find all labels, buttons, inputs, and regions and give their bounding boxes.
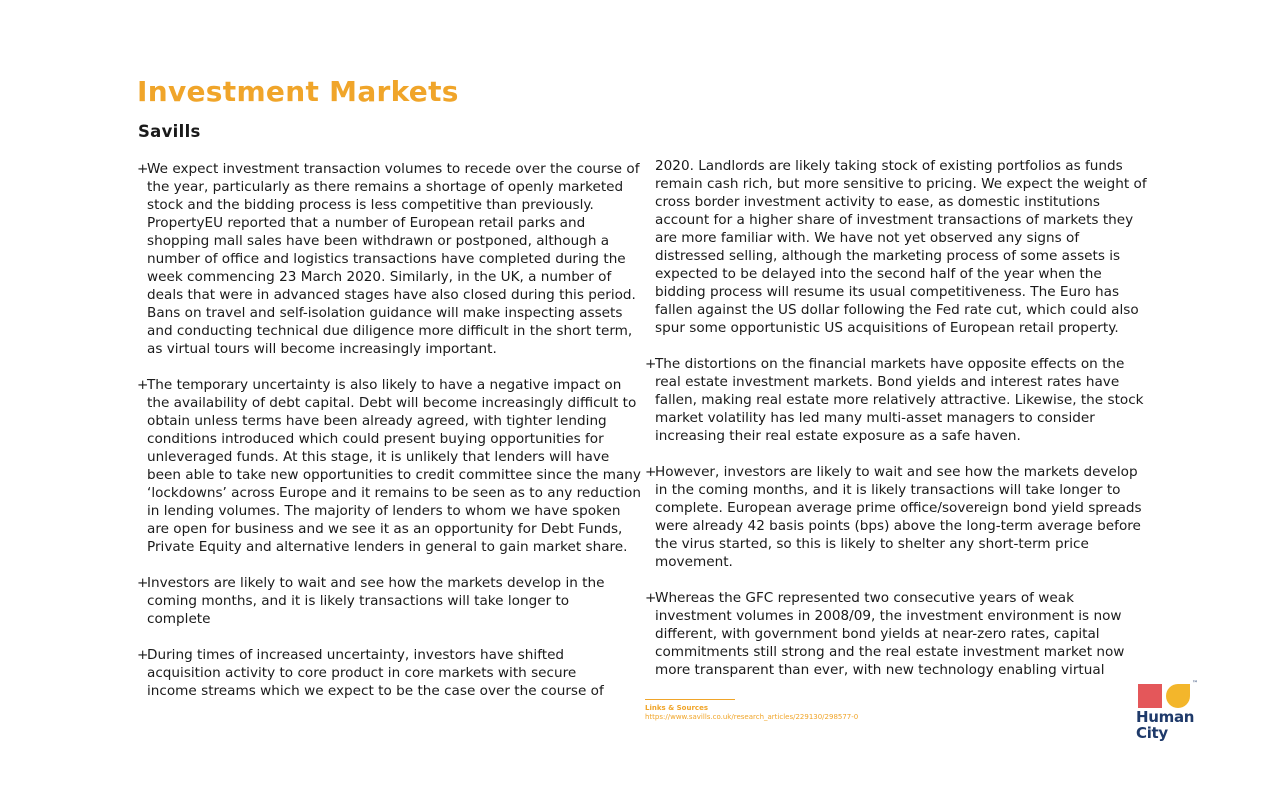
- paragraph-text: Investors are likely to wait and see how the markets develop in the coming months, and it is likely transactions will take longer to complete: [147, 575, 605, 627]
- plus-bullet-icon: +: [137, 647, 149, 663]
- logo-line-city: City: [1136, 724, 1168, 742]
- paragraph-text: The temporary uncertainty is also likely to have a negative impact on the availability of debt capital. Debt will become increasingly difficult to obtain unless terms have been already agreed, with tighter lending conditions introduced which could present buying opportunities for unleveraged funds. At this stage, it is unlikely that lenders will have been able to take new opportunities to credit committee since the many ‘lockdowns’ across Europe and it remains to be seen as to any reduction in lending volumes. The majority of lenders to whom we have spoken are open for business and we see it as an opportunity for Debt Funds, Private Equity and alternative lenders in general to gain market share.: [147, 377, 641, 555]
- paragraph: [645, 157, 1150, 337]
- paragraph: [645, 355, 1150, 445]
- links-sources-label: Links & Sources: [645, 704, 708, 712]
- logo-yellow-leaf-icon: [1166, 684, 1190, 708]
- right-text-column: [645, 157, 1150, 697]
- paragraph: [645, 589, 1145, 679]
- paragraph: [137, 574, 617, 628]
- paragraph-text: However, investors are likely to wait and see how the markets develop in the coming months, and it is likely transactions will take longer to complete. European average prime office/sovereign bond yield spreads were already 42 basis points (bps) above the long-term average before the virus started, so this is likely to shelter any short-term price movement.: [655, 464, 1142, 570]
- page-title: Investment Markets: [137, 75, 459, 108]
- source-subtitle: Savills: [138, 122, 201, 141]
- left-text-column: [137, 160, 642, 718]
- paragraph: [645, 463, 1150, 571]
- plus-bullet-icon: +: [645, 356, 657, 372]
- logo-trademark: ™: [1192, 680, 1198, 687]
- paragraph-text: During times of increased uncertainty, investors have shifted acquisition activity to core product in core markets with secure income streams which we expect to be the case over the course of: [147, 647, 604, 699]
- plus-bullet-icon: +: [645, 464, 657, 480]
- plus-bullet-icon: +: [137, 161, 149, 177]
- paragraph-text: We expect investment transaction volumes to recede over the course of the year, particularly as there remains a shortage of openly marketed stock and the bidding process is less competitive than previously. PropertyEU reported that a number of European retail parks and shopping mall sales have been withdrawn or postponed, although a number of office and logistics transactions have completed during the week commencing 23 March 2020. Similarly, in the UK, a number of deals that were in advanced stages have also closed during this period. Bans on travel and self-isolation guidance will make inspecting assets and conducting technical due diligence more difficult in the short term, as virtual tours will become increasingly important.: [147, 161, 640, 357]
- logo-wordmark: [1136, 709, 1194, 741]
- plus-bullet-icon: +: [645, 590, 657, 606]
- paragraph-text: 2020. Landlords are likely taking stock of existing portfolios as funds remain cash rich, but more sensitive to pricing. We expect the weight of cross border investment activity to ease, as domestic institutions account for a higher share of investment transactions of markets they are more familiar with. We have not yet observed any signs of distressed selling, although the marketing process of some assets is expected to be delayed into the second half of the year when the bidding process will resume its usual competitiveness. The Euro has fallen against the US dollar following the Fed rate cut, which could also spur some opportunistic US acquisitions of European retail property.: [655, 158, 1147, 336]
- source-link[interactable]: https://www.savills.co.uk/research_articles/229130/298577-0: [645, 713, 859, 721]
- plus-bullet-icon: +: [137, 377, 149, 393]
- human-city-logo: [1136, 681, 1202, 745]
- paragraph-text: Whereas the GFC represented two consecutive years of weak investment volumes in 2008/09, the investment environment is now different, with government bond yields at near-zero rates, capital commitments still strong and the real estate investment market now more transparent than ever, with new technology enabling virtual: [655, 590, 1125, 678]
- paragraph-text: The distortions on the financial markets have opposite effects on the real estate investment markets. Bond yields and interest rates have fallen, making real estate more relatively attractive. Likewise, the stock market volatility has led many multi-asset managers to consider increasing their real estate exposure as a safe haven.: [655, 356, 1144, 444]
- plus-bullet-icon: +: [137, 575, 149, 591]
- logo-red-square-icon: [1138, 684, 1162, 708]
- paragraph: [137, 160, 642, 358]
- paragraph: [137, 646, 617, 700]
- paragraph: [137, 376, 642, 556]
- logo-line-human: Human: [1136, 708, 1195, 726]
- links-divider: [645, 699, 735, 700]
